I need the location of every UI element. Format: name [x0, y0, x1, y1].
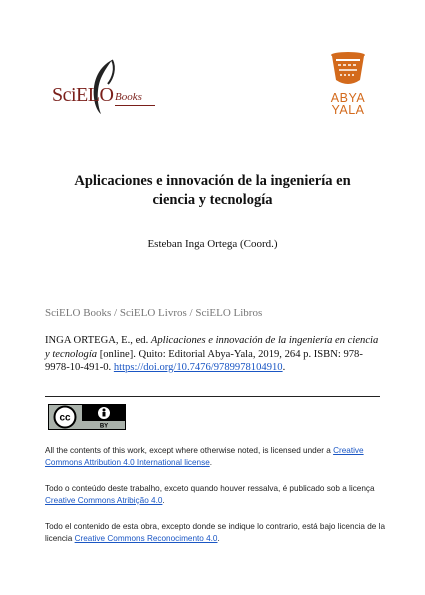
- license-text-es: [45, 521, 385, 545]
- license-en-text: All the contents of this work, except where otherwise noted, is licensed under a: [45, 446, 334, 455]
- abya-yala-wordmark: [318, 92, 378, 116]
- citation-title: Aplicaciones e innovación de la ingeniería en ciencia y tecnología: [45, 335, 379, 360]
- scielo-books-logo: [52, 58, 172, 120]
- book-title-line2: ciencia y tecnología: [152, 192, 273, 208]
- citation-prefix: INGA ORTEGA, E., ed.: [45, 335, 151, 346]
- abya-text-line2: YALA: [331, 103, 365, 117]
- by-label: BY: [99, 423, 109, 430]
- license-pt-link[interactable]: Creative Commons Atribição 4.0: [45, 496, 163, 505]
- license-en-end: .: [209, 458, 213, 467]
- license-text-en: [45, 445, 385, 469]
- license-es-end: .: [217, 534, 220, 543]
- license-es-link[interactable]: Creative Commons Reconocimento 4.0: [74, 534, 218, 543]
- divider: [45, 396, 380, 397]
- scielo-underline: [115, 105, 155, 106]
- license-pt-end: .: [162, 496, 165, 505]
- abya-yala-emblem-icon: [326, 50, 370, 90]
- book-author: Esteban Inga Ortega (Coord.): [147, 238, 278, 250]
- citation: [45, 334, 380, 375]
- abya-text-line1: ABYA: [330, 91, 366, 105]
- scielo-books-label: Books: [115, 91, 142, 103]
- license-es-text: Todo el contenido de esta obra, excepto donde se indique lo contrario, está bajo licencia de la licencia: [45, 522, 386, 543]
- series-label: SciELO Books / SciELO Livros / SciELO Libros: [45, 307, 263, 319]
- citation-suffix: [online]. Quito: Editorial Abya-Yala, 2019, 264 p. ISBN: 978-9978-10-491-0.: [45, 348, 363, 373]
- scielo-wordmark: SciELO: [52, 84, 114, 106]
- doi-link[interactable]: https://doi.org/10.7476/9789978104910: [113, 362, 283, 373]
- license-pt-text: Todo o conteúdo deste trabalho, exceto quando houver ressalva, é publicado sob a licença: [45, 484, 375, 493]
- cc-by-badge: [48, 404, 126, 430]
- citation-end: .: [282, 362, 286, 373]
- license-en-link[interactable]: Creative Commons Attribution 4.0 International license: [45, 446, 364, 467]
- book-title-line1: Aplicaciones e innovación de la ingeniería en: [74, 173, 351, 189]
- cc-icon-label: cc: [59, 412, 71, 424]
- abya-yala-logo: [318, 50, 378, 120]
- book-title: [40, 172, 385, 210]
- license-text-pt: [45, 483, 385, 507]
